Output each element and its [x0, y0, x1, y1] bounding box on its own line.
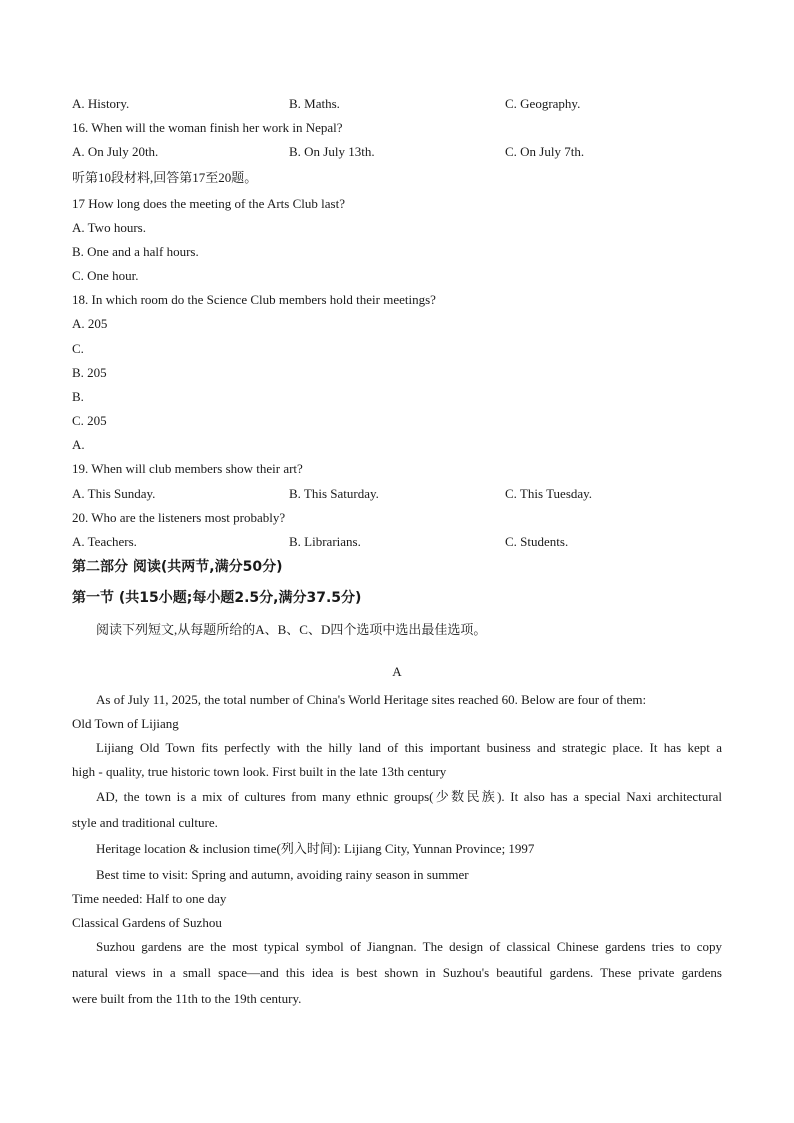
q17-stem: 17 How long does the meeting of the Arts Club last?: [72, 196, 345, 211]
q16-option-c: C. On July 7th.: [505, 144, 585, 159]
q17-option-c: C. One hour.: [72, 268, 139, 283]
q20-option-a: A. Teachers.: [72, 534, 137, 549]
q16-option-b: B. On July 13th.: [289, 144, 375, 159]
q19-option-c: C. This Tuesday.: [505, 486, 593, 501]
q20-stem: 20. Who are the listeners most probably?: [72, 510, 286, 525]
q20-option-b: B. Librarians.: [289, 534, 361, 549]
q19-option-b: B. This Saturday.: [289, 486, 379, 501]
q17-option-b: B. One and a half hours.: [72, 244, 199, 259]
lijiang-paragraph2-line-1: AD, the town is a mix of cultures from many ethnic groups(少数民族). It also has a special Naxi architectural: [96, 789, 722, 804]
suzhou-title: Classical Gardens of Suzhou: [72, 915, 222, 930]
lijiang-location: Heritage location & inclusion time(列入时间): Lijiang City, Yunnan Province; 1997: [96, 841, 535, 856]
q16-option-a: A. On July 20th.: [72, 144, 159, 159]
q15-option-a: A. History.: [72, 96, 130, 111]
q17-option-a: A. Two hours.: [72, 220, 146, 235]
q19-option-a: A. This Sunday.: [72, 486, 156, 501]
q16-stem: 16. When will the woman finish her work in Nepal?: [72, 120, 343, 135]
lijiang-best-time: Best time to visit: Spring and autumn, avoiding rainy season in summer: [96, 867, 469, 882]
part2-title: 第二部分 阅读(共两节,满分50分): [72, 559, 283, 575]
lijiang-paragraph-line-2: high - quality, true historic town look. First built in the late 13th century: [72, 764, 447, 779]
passage-intro: As of July 11, 2025, the total number of China's World Heritage sites reached 60. Below are four of them:: [96, 692, 647, 707]
lijiang-paragraph2-line-2: style and traditional culture.: [72, 815, 218, 830]
suzhou-paragraph-line-3: were built from the 11th to the 19th century.: [72, 991, 302, 1006]
q19-stem: 19. When will club members show their art?: [72, 461, 303, 476]
suzhou-paragraph-line-1: Suzhou gardens are the most typical symbol of Jiangnan. The design of classical Chinese gardens tries to copy: [96, 939, 722, 954]
reading-instruction: 阅读下列短文,从每题所给的A、B、C、D四个选项中选出最佳选项。: [96, 622, 487, 637]
q18-option-b-cont: B.: [72, 389, 84, 404]
q20-option-c: C. Students.: [505, 534, 569, 549]
lijiang-time-needed: Time needed: Half to one day: [72, 891, 227, 906]
q18-stem: 18. In which room do the Science Club members hold their meetings?: [72, 292, 436, 307]
q18-option-c-cont: A.: [72, 437, 85, 452]
passage-label: A: [392, 664, 402, 679]
q18-option-c: C. 205: [72, 413, 107, 428]
q15-option-c: C. Geography.: [505, 96, 581, 111]
q18-option-a-cont: C.: [72, 341, 84, 356]
q18-option-b: B. 205: [72, 365, 107, 380]
suzhou-paragraph-line-2: natural views in a small space—and this idea is best shown in Suzhou's beautiful gardens. These private gardens: [72, 965, 722, 980]
q15-option-b: B. Maths.: [289, 96, 340, 111]
lijiang-title: Old Town of Lijiang: [72, 716, 179, 731]
lijiang-paragraph-line-1: Lijiang Old Town fits perfectly with the hilly land of this important business and strategic place. It has kept a: [96, 740, 722, 755]
section1-title: 第一节 (共15小题;每小题2.5分,满分37.5分): [72, 590, 362, 606]
section-10-heading: 听第10段材料,回答第17至20题。: [72, 170, 258, 185]
q18-option-a: A. 205: [72, 316, 108, 331]
